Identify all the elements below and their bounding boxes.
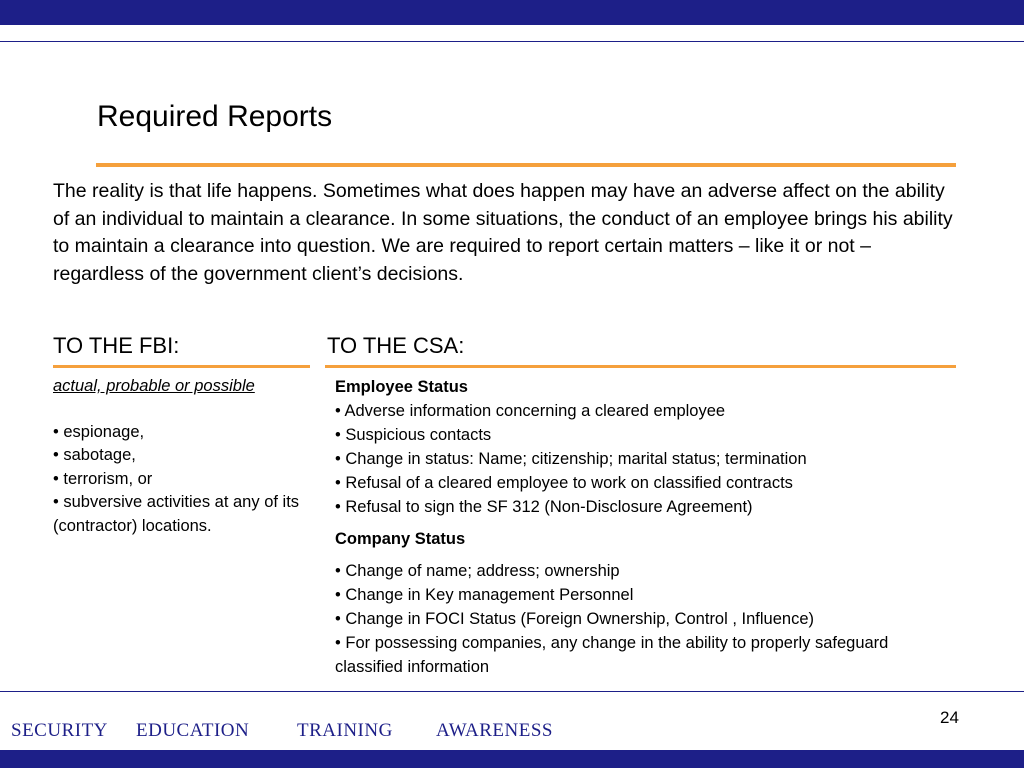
spacer <box>53 399 323 421</box>
bottom-banner <box>0 750 1024 768</box>
list-item: • Change in FOCI Status (Foreign Ownership, Control , Influence) <box>335 610 814 628</box>
list-item: • Change in status: Name; citizenship; marital status; termination <box>335 450 807 468</box>
top-rule <box>0 41 1024 42</box>
company-status-heading: Company Status <box>335 530 466 548</box>
top-banner <box>0 0 1024 25</box>
footer-word-education: EDUCATION <box>136 720 250 741</box>
bottom-rule <box>0 691 1024 692</box>
list-item: • sabotage, <box>53 446 136 465</box>
list-item: • Refusal to sign the SF 312 (Non-Disclosure Agreement) <box>335 498 753 516</box>
footer-word-training: TRAINING <box>297 720 393 741</box>
slide-title: Required Reports <box>97 100 333 133</box>
employee-status-heading: Employee Status <box>335 378 468 396</box>
list-item: • Change in Key management Personnel <box>335 586 634 604</box>
list-item: • Refusal of a cleared employee to work on classified contracts <box>335 474 793 492</box>
csa-heading: TO THE CSA: <box>327 333 465 358</box>
title-underline <box>96 163 956 167</box>
intro-paragraph: The reality is that life happens. Sometimes what does happen may have an adverse affect on the ability of an individual to maintain a clearance. In some situations, the conduct of an employee brings his ability to maintain a clearance into question. We are required to report certain matters – like it or not – regardless of the government client’s decisions. <box>53 180 953 285</box>
fbi-subheading: actual, probable or possible <box>53 377 255 395</box>
list-item: • Change of name; address; ownership <box>335 562 620 580</box>
list-item: • Adverse information concerning a cleared employee <box>335 402 726 420</box>
fbi-heading-underline <box>53 365 310 368</box>
footer-word-security: SECURITY <box>11 720 108 741</box>
fbi-heading: TO THE FBI: <box>53 333 180 358</box>
page-number: 24 <box>940 708 959 727</box>
list-item: • terrorism, or <box>53 469 153 488</box>
fbi-column <box>53 375 323 539</box>
footer-word-awareness: AWARENESS <box>436 720 553 741</box>
csa-heading-underline <box>325 365 956 368</box>
list-item: • subversive activities at any of its (contractor) locations. <box>53 493 300 535</box>
csa-column <box>335 375 955 679</box>
list-item: • espionage, <box>53 422 145 441</box>
list-item: • Suspicious contacts <box>335 426 492 444</box>
list-item: • For possessing companies, any change in the ability to properly safeguard classified information <box>335 634 889 676</box>
